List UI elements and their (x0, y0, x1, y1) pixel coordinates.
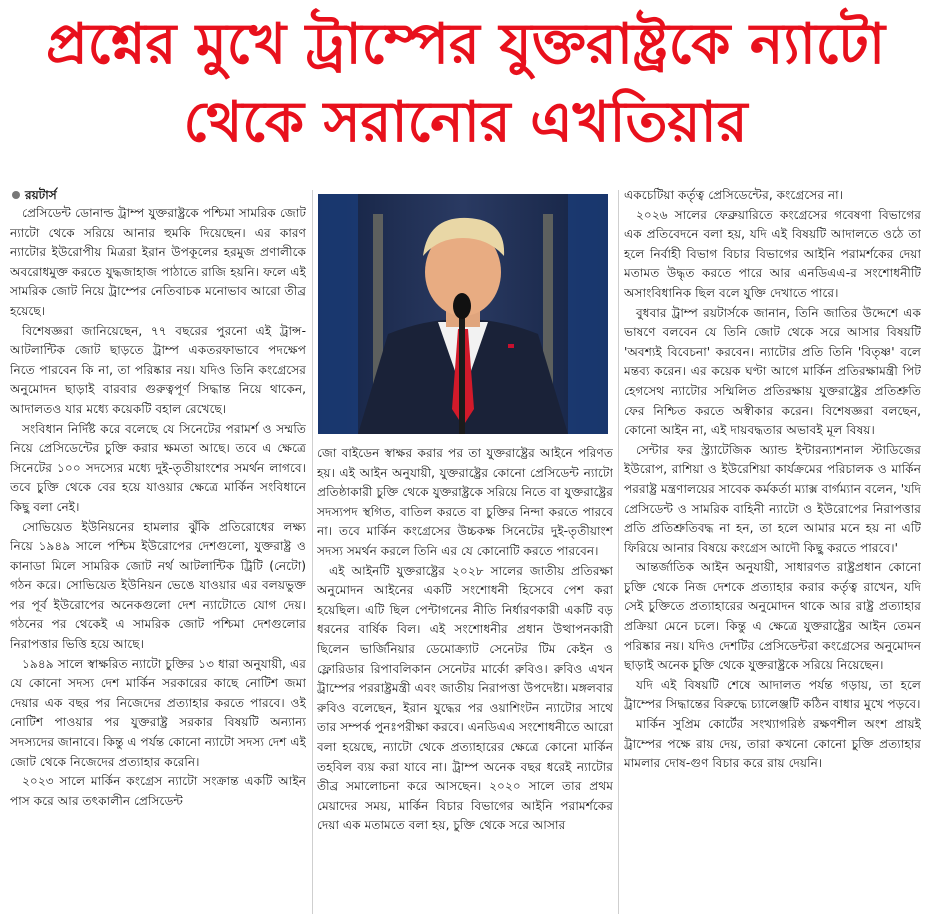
paragraph: যদি এই বিষয়টি শেষে আদালত পর্যন্ত গড়ায়, তা হলে ট্রাম্পের সিদ্ধান্তের বিরুদ্ধে চ্যালেঞ্জটি কঠিন বাধার মুখে পড়বে। (624, 677, 921, 712)
paragraph: ২০২৬ সালের ফেব্রুয়ারিতে কংগ্রেসের গবেষণা বিভাগের এক প্রতিবেদনে বলা হয়, যদি এই বিষয়টি আদালতে ওঠে তা হলে নির্বাহী বিভাগ বিচার বিভাগের আইনি পরামর্শকের দেয়া মতামত উদ্ধৃত করতে পারে আর এনডিএএ-র সংশোধনীটি অসাংবিধানিক ছিল বলে যুক্তি দেখাতে পারে। (624, 207, 921, 300)
paragraph: বুধবার ট্রাম্প রয়টার্সকে জানান, তিনি জাতির উদ্দেশে এক ভাষণে বলবেন যে তিনি জোট থেকে সরে আসার বিষয়টি 'অবশ্যই বিবেচনা' করবেন। ন্যাটোর প্রতি তিনি 'বিতৃষ্ণ' বলে মন্তব্য করেন। এর কয়েক ঘণ্টা আগে মার্কিন প্রতিরক্ষামন্ত্রী পিট হেগসেথ ন্যাটোর সম্মিলিত প্রতিরক্ষায় যুক্তরাষ্ট্রের প্রতিশ্রুতি ফের নিশ্চিত করতে অস্বীকার করেন। বিশেষজ্ঞরা বলছেন, কোনো আইন না, এই দায়বদ্ধতার অভাবই মূল বিষয়। (624, 305, 921, 438)
paragraph: ১৯৪৯ সালে স্বাক্ষরিত ন্যাটো চুক্তির ১৩ ধারা অনুযায়ী, এর যে কোনো সদস্য দেশ মার্কিন সরকারের কাছে নোটিশ জমা দেয়ার এক বছর পর নিজেদের প্রত্যাহার করতে পারবে। ওই নোটিশ পাওয়ার পর যুক্তরাষ্ট্র সরকার বিষয়টি অন্যান্য সদস্যদের জানাবে। কিন্তু এ পর্যন্ত কোনো ন্যাটো সদস্য দেশ এই জোট থেকে নিজেদের প্রত্যাহার করেনি। (10, 656, 306, 769)
article-column-2 (317, 444, 613, 918)
column-divider (618, 190, 619, 914)
paragraph: ২০২৩ সালে মার্কিন কংগ্রেস ন্যাটো সংক্রান্ত একটি আইন পাস করে আর তৎকালীন প্রেসিডেন্ট (10, 774, 306, 808)
news-photo (318, 194, 608, 434)
headline (0, 6, 931, 162)
paragraph: সেন্টার ফর স্ট্র্যাটেজিক অ্যান্ড ইন্টারন্যাশনাল স্টাডিজের ইউরোপ, রাশিয়া ও ইউরেশিয়া কার্যক্রমের পরিচালক ও মার্কিন পররাষ্ট্র মন্ত্রণালয়ের সাবেক কর্মকর্তা ম্যাক্স বার্গম্যান বলেন, 'যদি প্রেসিডেন্ট ও সামরিক বাহিনী ন্যাটো ও ইউরোপের নিরাপত্তার প্রতি প্রতিশ্রুতিবদ্ধ না হন, তা হলে আমার মনে হয় না এটি ফিরিয়ে আনার বিষয়ে কংগ্রেস আদৌ কিছু করতে পারবে।' (624, 442, 921, 555)
paragraph: মার্কিন সুপ্রিম কোর্টের সংখ্যাগরিষ্ঠ রক্ষণশীল অংশ প্রায়ই ট্রাম্পের পক্ষে রায় দেয়, তারা কখনো কোনো চুক্তি প্রত্যাহার মামলার দোষ-গুণ বিচার করে রায় দেয়নি। (624, 717, 921, 771)
president-at-podium-image (318, 194, 608, 434)
article-column-3 (624, 186, 921, 918)
paragraph: সোভিয়েত ইউনিয়নের হামলার ঝুঁকি প্রতিরোধের লক্ষ্য নিয়ে ১৯৪৯ সালে পশ্চিম ইউরোপের দেশগুলো, যুক্তরাষ্ট্র ও কানাডা মিলে সামরিক জোট নর্থ আটলান্টিক ট্রিটি (নেটো) গঠন করে। সোভিয়েত ইউনিয়ন ভেঙে যাওয়ার এর বলয়ভুক্ত পর পূর্ব ইউরোপের অনেকগুলো দেশ ন্যাটোতে যোগ দেয়। গঠনের পর থেকেই এ সামরিক জোট পশ্চিমা দেশগুলোর নিরাপত্তার ভিত্তি হয়ে আছে। (10, 519, 306, 652)
paragraph: আন্তর্জাতিক আইন অনুযায়ী, সাধারণত রাষ্ট্রপ্রধান কোনো চুক্তি থেকে নিজ দেশকে প্রত্যাহার করার কর্তৃত্ব রাখেন, যদি সেই চুক্তিতে প্রত্যাহারের অনুমোদন থাকে আর রাষ্ট্র প্রত্যাহার প্রক্রিয়া মেনে চলে। কিন্তু এ ক্ষেত্রে যুক্তরাষ্ট্রের আইন তেমন পরিষ্কার নয়। যদিও দেশটির প্রেসিডেন্টরা কংগ্রেসের অনুমোদন ছাড়াই অনেক চুক্তি থেকে যুক্তরাষ্ট্রকে সরিয়ে নিয়েছেন। (624, 560, 921, 673)
paragraph: সংবিধান নির্দিষ্ট করে বলেছে যে সিনেটের পরামর্শ ও সম্মতি নিয়ে প্রেসিডেন্টের চুক্তি করার ক্ষমতা আছে। তবে এ ক্ষেত্রে সিনেটের ১০০ সদস্যের মধ্যে দুই-তৃতীয়াংশের সমর্থন লাগবে। তবে চুক্তি থেকে বের হয়ে যাওয়ার ক্ষেত্রে মার্কিন সংবিধানে কিছু বলা নেই। (10, 421, 306, 514)
headline-line-2: থেকে সরানোর এখতিয়ার (183, 90, 748, 155)
column-divider (312, 190, 313, 914)
paragraph: বিশেষজ্ঞরা জানিয়েছেন, ৭৭ বছরের পুরনো এই ট্রান্স-আটলান্টিক জোট ছাড়তে ট্রাম্প একতরফাভাবে পদক্ষেপ নিতে পারবেন কি না, তা পরিষ্কার নয়। যদিও তিনি কংগ্রেসের অনুমোদন ছাড়াই বারবার গুরুত্বপূর্ণ সিদ্ধান্ত নিয়ে থাকেন, আদালতও যার মধ্যে কয়েকটি বহাল রেখেছে। (10, 323, 306, 416)
article-column-1 (10, 186, 306, 918)
paragraph: প্রেসিডেন্ট ডোনাল্ড ট্রাম্প যুক্তরাষ্ট্রকে পশ্চিমা সামরিক জোট ন্যাটো থেকে সরিয়ে আনার হুমকি দিয়েছেন। এর কারণ ন্যাটোর ইউরোপীয় মিত্ররা ইরান উপকূলের হরমুজ প্রণালীকে অবরোধমুক্ত করতে যুদ্ধজাহাজ পাঠাতে রাজি হয়নি। ফলে এই সামরিক জোট নিয়ে ট্রাম্পের নেতিবাচক মনোভাব আরো তীব্র হয়েছে। (10, 206, 306, 318)
byline (10, 186, 306, 204)
paragraph: একচেটিয়া কর্তৃত্ব প্রেসিডেন্টের, কংগ্রেসের না। (624, 188, 844, 202)
paragraph: জো বাইডেন স্বাক্ষর করার পর তা যুক্তরাষ্ট্রের আইনে পরিণত হয়। এই আইন অনুযায়ী, যুক্তরাষ্ট্রের কোনো প্রেসিডেন্ট ন্যাটো প্রতিষ্ঠাকারী চুক্তি থেকে যুক্তরাষ্ট্রকে সরিয়ে নিতে বা যুক্তরাষ্ট্রের সদস্যপদ স্থগিত, বাতিল করতে বা চুক্তির নিন্দা করতে পারবে না। তবে মার্কিন কংগ্রেসের উচ্চকক্ষ সিনেটের দুই-তৃতীয়াংশ সদস্য সমর্থন করলে তিনি এর যে কোনোটি করতে পারবেন। (317, 446, 613, 558)
paragraph: এই আইনটি যুক্তরাষ্ট্রের ২০২৮ সালের জাতীয় প্রতিরক্ষা অনুমোদন আইনের একটি সংশোধনী হিসেবে পেশ করা হয়েছিল। এটি ছিল পেন্টাগনের নীতি নির্ধারণকারী একটি বড় ধরনের বার্ষিক বিল। এই সংশোধনীর প্রধান উত্থাপনকারী ছিলেন ভার্জিনিয়ার ডেমোক্র্যাট সেনেটর টিম কেইন ও ফ্লোরিডার রিপাবলিকান সেনেটর মার্কো রুবিও। রুবিও এখন ট্রাম্পের পররাষ্ট্রমন্ত্রী এবং জাতীয় নিরাপত্তা উপদেষ্টা। মঙ্গলবার রুবিও বলেছেন, ইরান যুদ্ধের পর ওয়াশিংটন ন্যাটোর সাথে তার সম্পর্ক পুনঃপরীক্ষা করবে। এনডিএএ সংশোধনীতে আরো বলা হয়েছে, ন্যাটো থেকে প্রত্যাহারের ক্ষেত্রে কোনো মার্কিন তহবিল ব্যয় করা যাবে না। ট্রাম্প অনেক বছর ধরেই ন্যাটোর তীব্র সমালোচনা করে আসছেন। ২০২০ সালে তার প্রথম মেয়াদের সময়, মার্কিন বিচার বিভাগের আইনি পরামর্শকের দেয়া এক মতামতে বলা হয়, চুক্তি থেকে সরে আসার (317, 563, 613, 833)
headline-line-1: প্রশ্নের মুখে ট্রাম্পের যুক্তরাষ্ট্রকে ন্যাটো (45, 12, 886, 77)
bullet-icon (12, 191, 20, 199)
byline-source: রয়টার্স (25, 188, 57, 202)
